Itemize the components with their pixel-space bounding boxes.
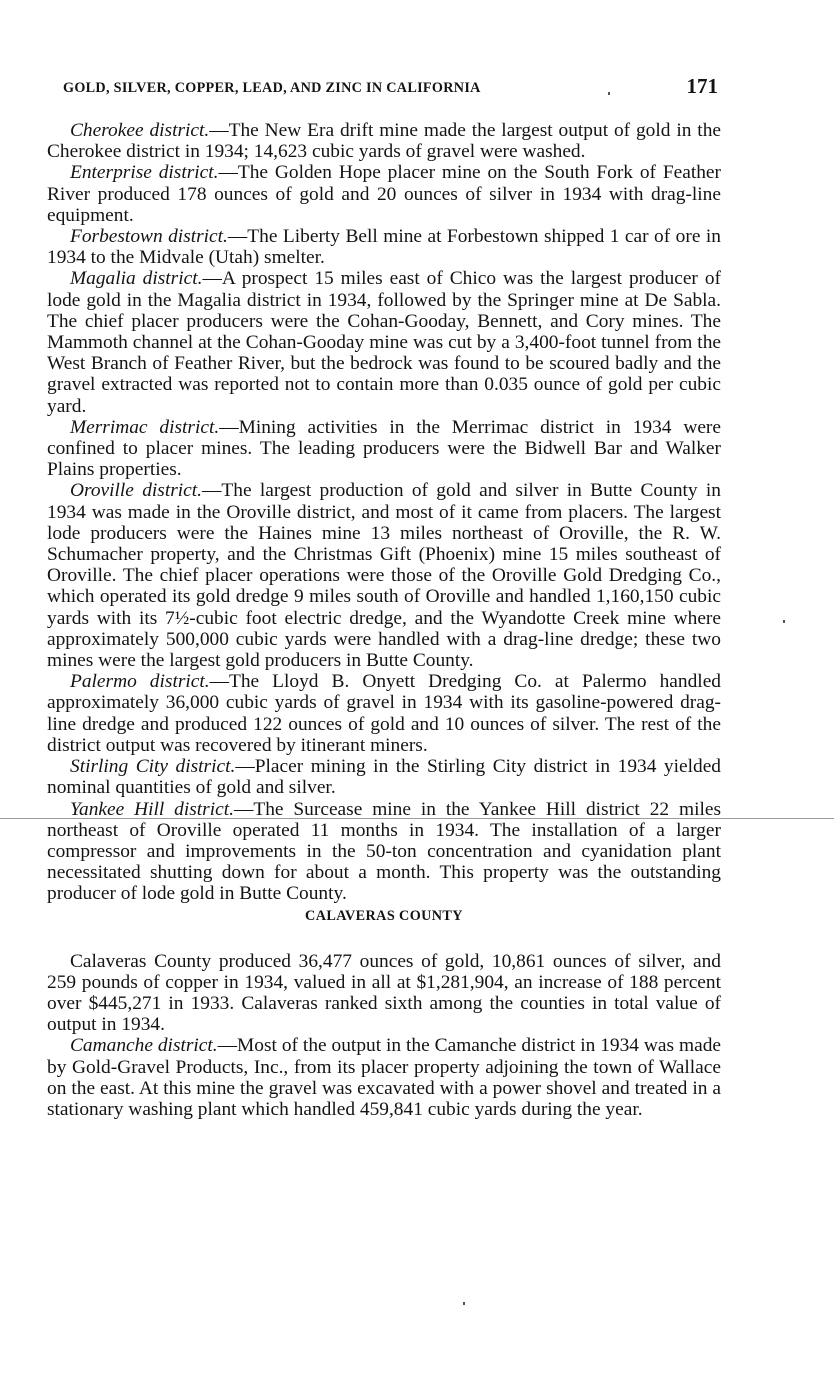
paragraph-stirling-city — [47, 756, 721, 798]
paragraph-text: —The Lloyd B. Onyett Dredging Co. at Palermo handled approximately 36,000 cubic yards of gravel in 1934 with its gasoline-powered drag-line dredge and produced 122 ounces of gold and 10 ounces of silver. The rest of the district output was recovered by itinerant miners. — [47, 671, 721, 756]
district-name: Stirling City district. — [70, 756, 236, 778]
paragraph-magalia — [47, 268, 721, 416]
district-name: Magalia district. — [70, 268, 203, 290]
paragraph-text: —Placer mining in the Stirling City district in 1934 yielded nominal quantities of gold and silver. — [47, 756, 722, 799]
scan-speck — [608, 92, 610, 95]
paragraph-cherokee — [47, 120, 721, 162]
district-name: Merrimac district. — [70, 416, 220, 438]
paragraph-merrimac — [47, 417, 721, 481]
page-number: 171 — [686, 74, 718, 98]
district-name: Yankee Hill district. — [70, 798, 234, 820]
paragraph-text: —The Surcease mine in the Yankee Hill district 22 miles northeast of Oroville operated 11 months in 1934. The installation of a larger compressor and improvements in the 50-ton concentration and cyanidation plant necessitated shutting down for about a month. This property was the outstanding producer of lode gold in Butte County. — [47, 798, 721, 905]
paragraph-oroville — [47, 480, 721, 671]
paragraph-forbestown — [47, 226, 721, 268]
paragraph-text: —The Liberty Bell mine at Forbestown shipped 1 car of ore in 1934 to the Midvale (Utah) smelter. — [47, 226, 721, 269]
district-name: Palermo district. — [70, 671, 210, 693]
paragraph-text: —The Golden Hope placer mine on the South Fork of Feather River produced 178 ounces of gold and 20 ounces of silver in 1934 with drag-line equipment. — [47, 162, 721, 226]
paragraph-camanche — [47, 1035, 721, 1120]
district-name: Enterprise district. — [70, 162, 219, 184]
paragraph-text: —Most of the output in the Camanche district in 1934 was made by Gold-Gravel Products, Inc., from its placer property adjoining the town of Wallace on the east. At this mine the gravel was excavated with a power shovel and treated in a stationary washing plant which handled 459,841 cubic yards during the year. — [47, 1035, 721, 1120]
running-header — [63, 74, 718, 104]
scan-speck — [783, 620, 785, 623]
body-text — [47, 120, 721, 1120]
paragraph-calaveras-intro: Calaveras County produced 36,477 ounces of gold, 10,861 ounces of silver, and 259 pounds of copper in 1934, valued in all at $1,281,904, an increase of 188 percent over $445,271 in 1933. Calaveras ranked sixth among the counties in total value of output in 1934. — [47, 950, 721, 1036]
district-name: Cherokee district. — [70, 120, 210, 141]
paragraph-yankee-hill — [47, 799, 721, 905]
paragraph-text: —The largest production of gold and silver in Butte County in 1934 was made in the Oroville district, and most of it came from placers. The largest lode producers were the Haines mine 13 miles northeast of Oroville, the R. W. Schumacher property, and the Christmas Gift (Phoenix) mine 15 miles southeast of Oroville. The chief placer operations were those of the Oroville Gold Dredging Co., which operated its gold dredge 9 miles south of Oroville and handled 1,160,150 cubic yards with its 7½-cubic foot electric dredge, and the Wyandotte Creek mine where approximately 500,000 cubic yards were handled with a drag-line dredge; these two mines were the largest gold producers in Butte County. — [47, 480, 722, 672]
paragraph-text: —The New Era drift mine made the largest output of gold in the Cherokee district in 1934; 14,623 cubic yards of gravel were washed. — [47, 120, 721, 163]
scan-speck — [463, 1302, 465, 1305]
district-name: Oroville district. — [70, 480, 203, 502]
paragraph-enterprise — [47, 162, 721, 226]
paragraph-text: —A prospect 15 miles east of Chico was the largest producer of lode gold in the Magalia district in 1934, followed by the Springer mine at De Sabla. The chief placer producers were the Cohan-Gooday, Bennett, and Cory mines. The Mammoth channel at the Cohan-Gooday mine was cut by a 3,400-foot tunnel from the West Branch of Feather River, but the bedrock was found to be scoured badly and the gravel extracted was reported not to contain more than 0.035 ounce of gold per cubic yard. — [47, 268, 721, 417]
district-name: Forbestown district. — [70, 226, 228, 248]
paragraph-palermo — [47, 671, 721, 756]
district-name: Camanche district. — [70, 1035, 218, 1057]
paragraph-text: —Mining activities in the Merrimac district in 1934 were confined to placer mines. The leading producers were the Bidwell Bar and Walker Plains properties. — [47, 416, 721, 481]
running-title: GOLD, SILVER, COPPER, LEAD, AND ZINC IN CALIFORNIA — [63, 80, 481, 96]
section-heading: CALAVERAS COUNTY — [305, 907, 463, 924]
